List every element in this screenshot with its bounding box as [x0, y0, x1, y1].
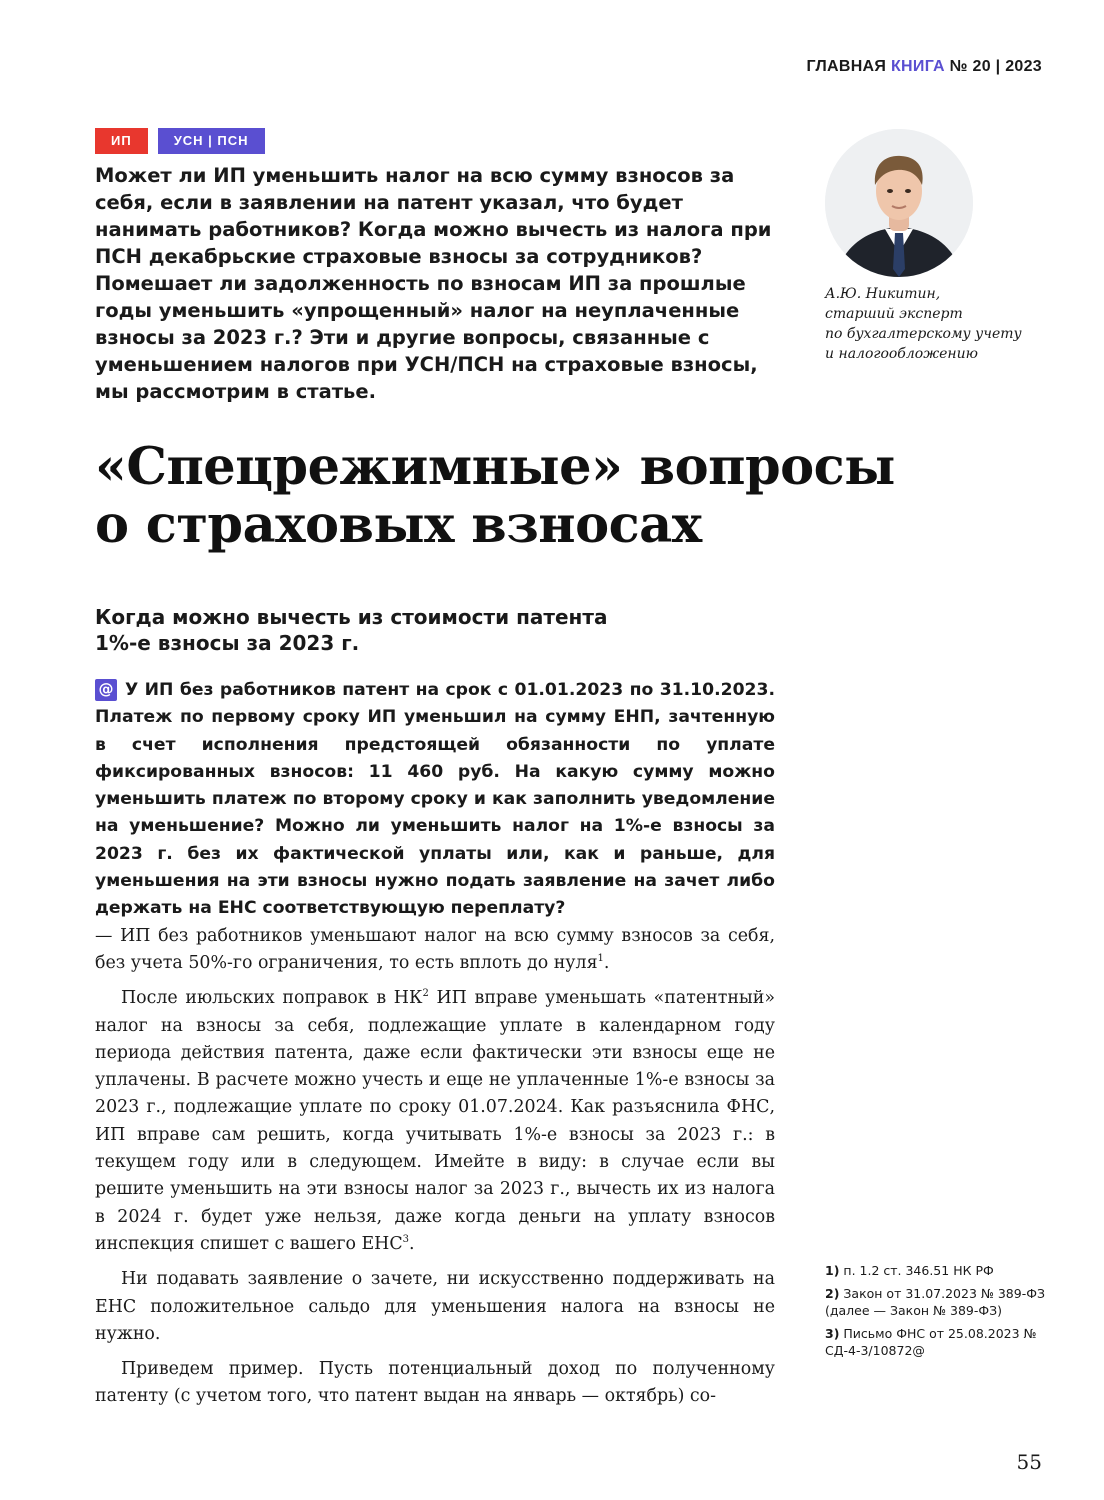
author-caption [825, 284, 1045, 364]
tag-ip: ИП [95, 128, 148, 154]
at-sign-icon: @ [95, 679, 117, 701]
footnote [825, 1262, 1055, 1279]
masthead-issue: № 20 | 2023 [949, 58, 1042, 75]
footnote-number: 1) [825, 1263, 840, 1278]
section-heading [95, 604, 795, 656]
footnotes [825, 1262, 1055, 1365]
lead-paragraph: Может ли ИП уменьшить налог на всю сумму взносов за себя, если в заявлении на патент указал, что будет нанимать работников? Когда можно вычесть из налога при ПСН декабрьские страховые взносы за сотрудников? Помешает ли задолженность по взносам ИП за прошлые годы уменьшить «упрощенный» налог на неуплаченные взносы за 2023 г.? Эти и другие вопросы, связанные с уменьшением налогов при УСН/ПСН на страховые взносы, мы рассмотрим в статье. [95, 164, 772, 403]
article-title-line: о страховых взносах [95, 495, 702, 555]
author-portrait-illustration [825, 129, 973, 277]
masthead-glavnaya: ГЛАВНАЯ [806, 58, 887, 75]
footnote-number: 3) [825, 1326, 840, 1341]
tag-list [95, 128, 265, 154]
page-number: 55 [1016, 1450, 1042, 1474]
body-text: . [409, 1233, 415, 1254]
footnote-text: Закон от 31.07.2023 № 389-ФЗ (далее — Закон № 389-ФЗ) [825, 1286, 1045, 1318]
author-role-line: старший эксперт [825, 306, 963, 322]
body-paragraph: Приведем пример. Пусть потенциальный доход по полученному патенту (с учетом того, что патент выдан на январь — октябрь) со- [95, 1359, 775, 1407]
footnote-ref: 2 [422, 988, 429, 1000]
footnote [825, 1325, 1055, 1359]
body-text: После июльских поправок в НК [121, 988, 423, 1009]
reader-question [95, 677, 775, 923]
section-heading-line: Когда можно вычесть из стоимости патента [95, 605, 608, 629]
answer-text: — ИП без работников уменьшают налог на всю сумму взносов за себя, без учета 50%-го ограничения, то есть вплоть до нуля [95, 925, 775, 973]
author-role-line: и налогообложению [825, 346, 978, 362]
footnote [825, 1285, 1055, 1319]
body-paragraph: Ни подавать заявление о зачете, ни искусственно поддерживать на ЕНС положительное сальдо для уменьшения налога на взносы не нужно. [95, 1269, 775, 1344]
footnote-number: 2) [825, 1286, 840, 1301]
body-paragraph [95, 985, 775, 1258]
footnote-text: п. 1.2 ст. 346.51 НК РФ [843, 1263, 994, 1278]
article-title [95, 438, 1015, 554]
section-heading-line: 1%-е взносы за 2023 г. [95, 631, 360, 655]
author-role-line: по бухгалтерскому учету [825, 326, 1022, 342]
footnote-ref: 1 [597, 953, 604, 965]
footnote-ref: 3 [402, 1234, 410, 1246]
answer-paragraph [95, 923, 775, 978]
answer-text: . [603, 952, 610, 973]
body-text: ИП вправе уменьшать «патентный» налог на взносы за себя, подлежащие уплате в календарном году периода действия патента, даже если фактически эти взносы еще не уплачены. В расчете можно учесть и еще не уплаченные 1%-е взносы за 2023 г., подлежащие уплате по сроку 01.07.2024. Как разъяснила ФНС, ИП вправе сам решить, когда учитывать 1%-е взносы за 2023 г.: в текущем году или в следующем. Имейте в виду: в случае если вы решите уменьшить на эти взносы налог за 2023 г., вычесть их из налога в 2024 г. будет уже нельзя, даже когда деньги на уплату взносов инспекция спишет с вашего ЕНС [95, 988, 775, 1254]
article-body [95, 677, 775, 1411]
footnote-text: Письмо ФНС от 25.08.2023 № СД-4-3/10872@ [825, 1326, 1037, 1358]
magazine-masthead [807, 58, 1043, 76]
question-text: У ИП без работников патент на срок с 01.01.2023 по 31.10.2023. Платеж по первому сроку ИП уменьшил на сумму ЕНП, зачтенную в счет исполнения предстоящей обязанности по уплате фиксированных взносов: 11 460 руб. На какую сумму можно уменьшить платеж по второму сроку и как заполнить уведомление на уменьшение? Можно ли уменьшить налог на 1%-е взносы за 2023 г. без их фактической уплаты или, как и раньше, для уменьшения на эти взносы нужно подать заявление на зачет либо держать на ЕНС соответствующую переплату? [95, 680, 775, 919]
author-name: А.Ю. Никитин, [825, 286, 941, 302]
author-photo [825, 129, 973, 277]
tag-usn-psn: УСН | ПСН [158, 128, 265, 154]
article-title-line: «Спецрежимные» вопросы [95, 437, 895, 497]
masthead-kniga: КНИГА [890, 58, 945, 75]
